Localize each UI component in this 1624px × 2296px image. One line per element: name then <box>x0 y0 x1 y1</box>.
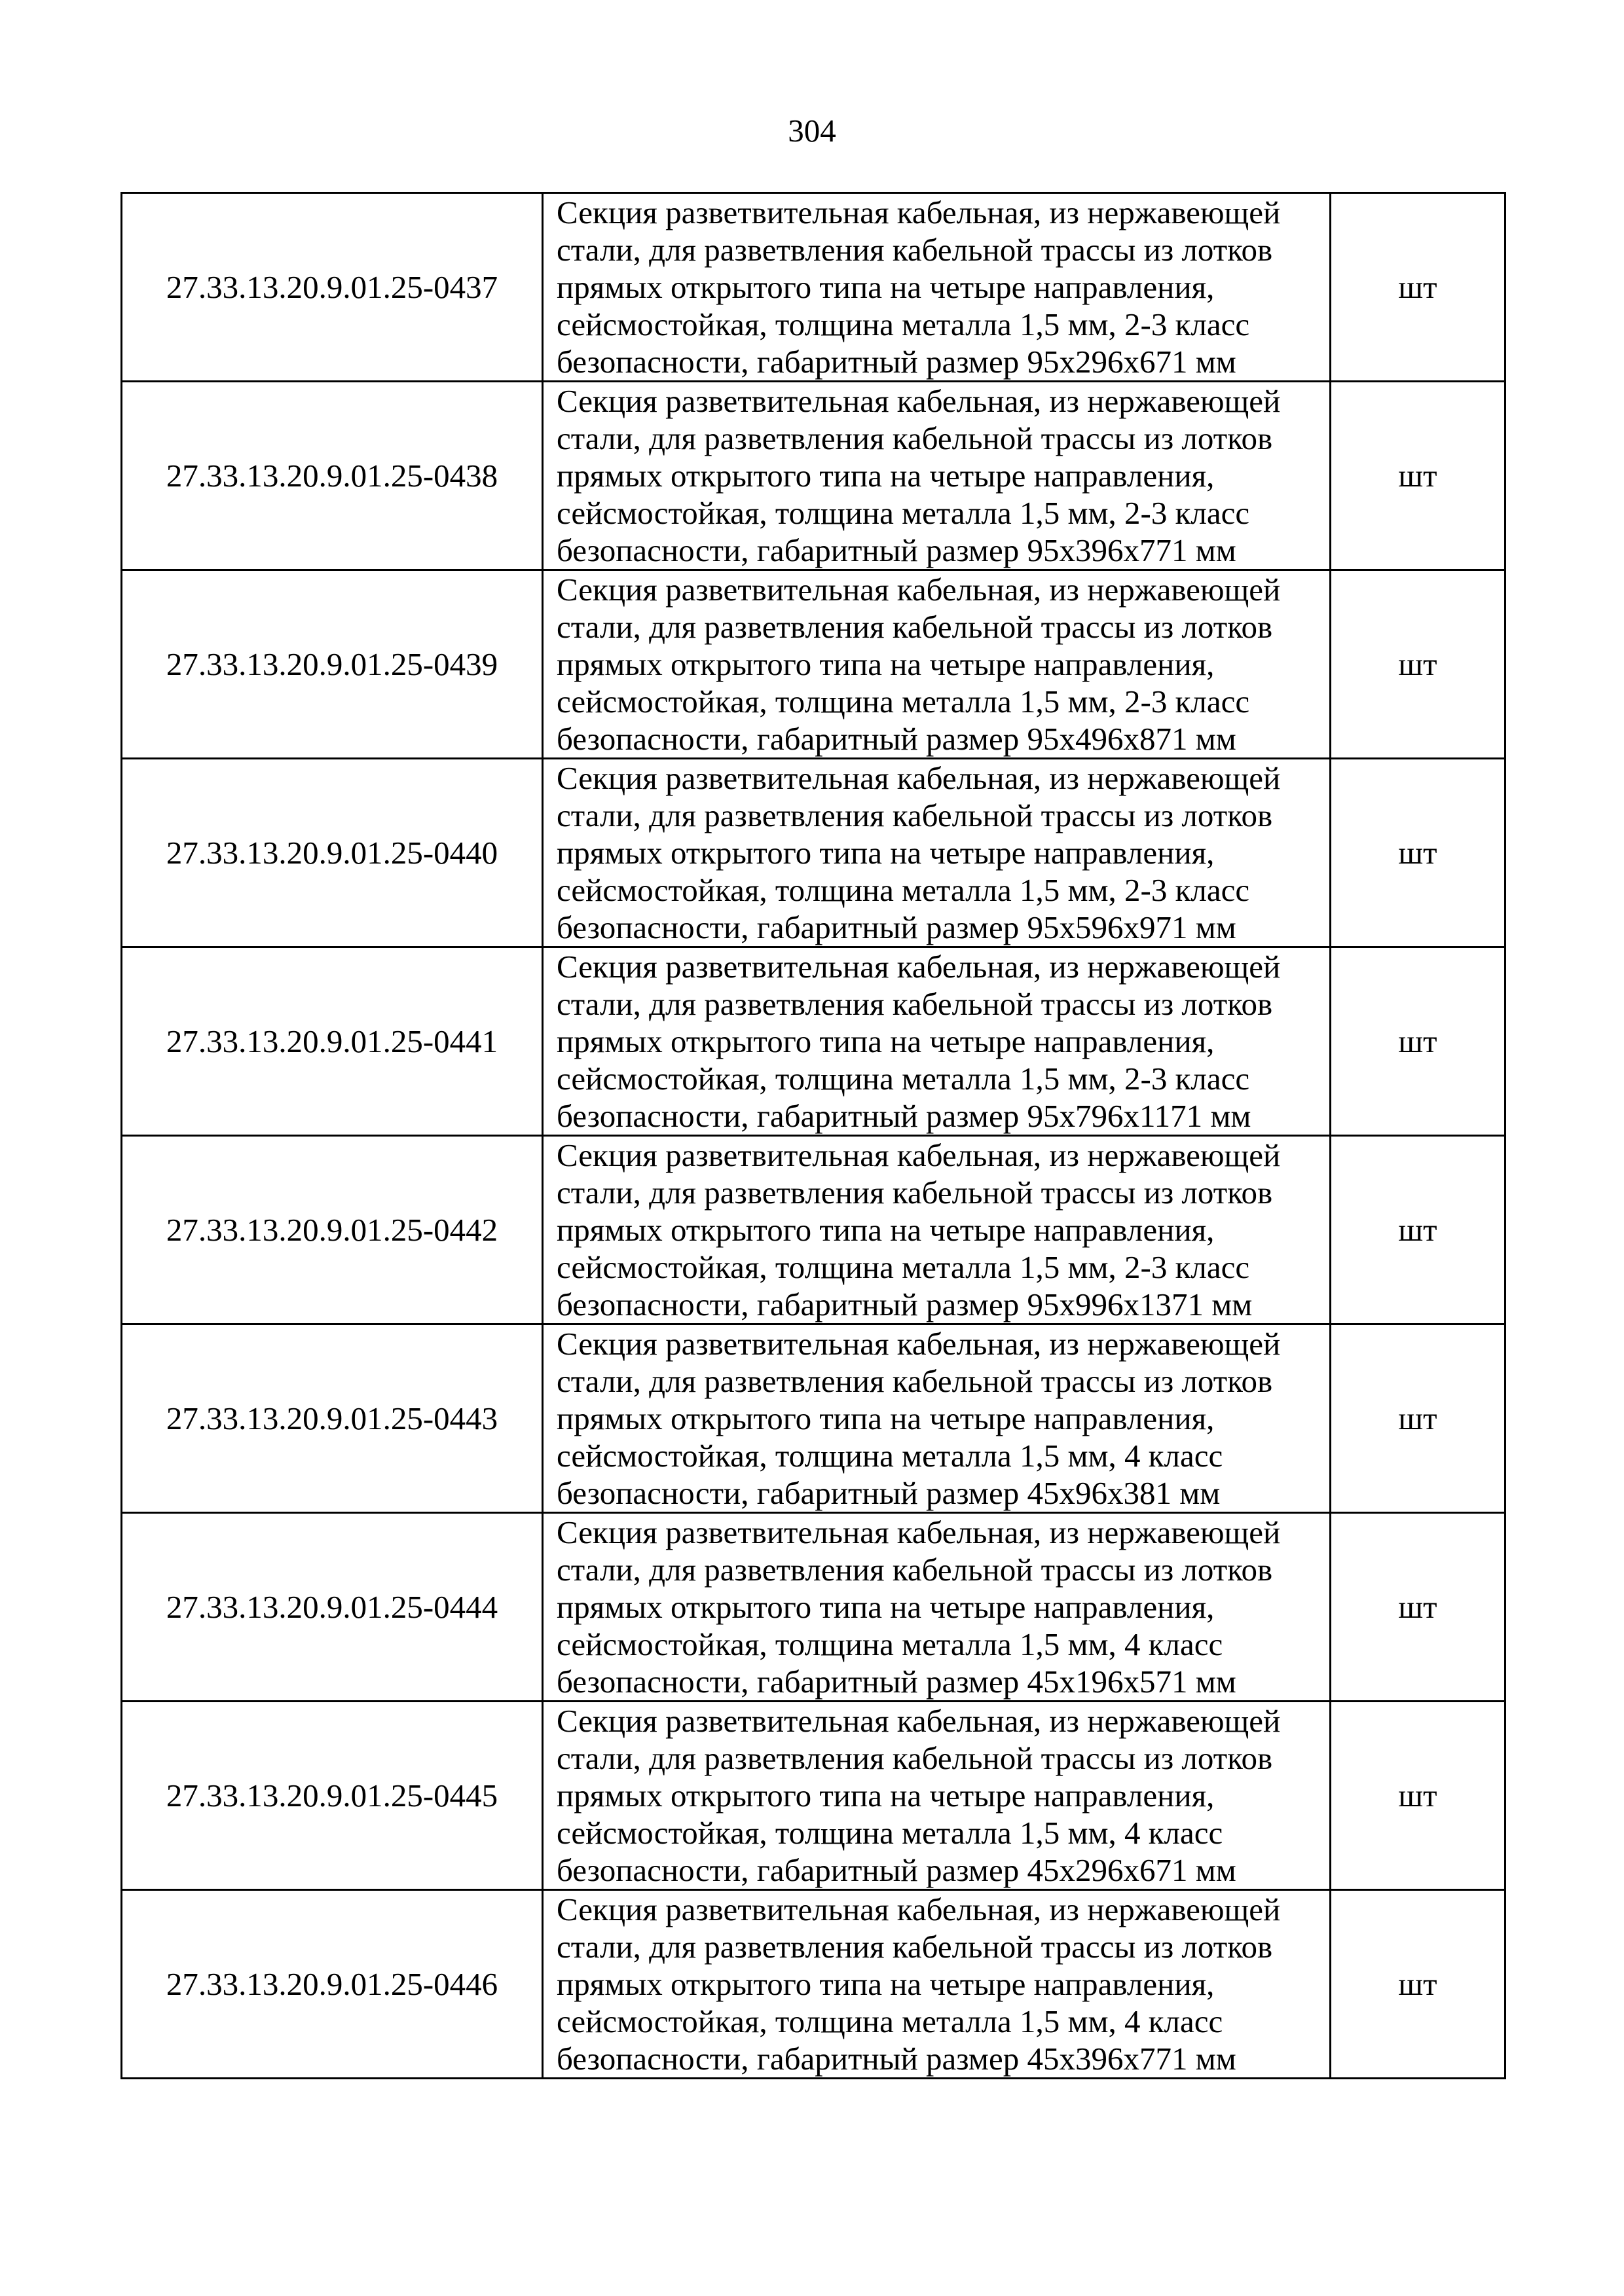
resource-code: 27.33.13.20.9.01.25-0443 <box>122 1324 543 1513</box>
resource-description: Секция разветвительная кабельная, из нержавеющей стали, для разветвления кабельной трассы из лотков прямых открытого типа на четыре направления, сейсмостойкая, толщина металла 1,5 мм, 4 класс безопасности, габаритный размер 45х296х671 мм <box>543 1702 1331 1890</box>
unit-of-measure: шт <box>1331 1702 1505 1890</box>
resource-description: Секция разветвительная кабельная, из нержавеющей стали, для разветвления кабельной трассы из лотков прямых открытого типа на четыре направления, сейсмостойкая, толщина металла 1,5 мм, 4 класс безопасности, габаритный размер 45х396х771 мм <box>543 1890 1331 2079</box>
table-row <box>122 1513 1505 1702</box>
resource-code: 27.33.13.20.9.01.25-0437 <box>122 193 543 382</box>
unit-of-measure: шт <box>1331 1136 1505 1324</box>
unit-of-measure: шт <box>1331 193 1505 382</box>
resource-code: 27.33.13.20.9.01.25-0442 <box>122 1136 543 1324</box>
resource-description: Секция разветвительная кабельная, из нержавеющей стали, для разветвления кабельной трассы из лотков прямых открытого типа на четыре направления, сейсмостойкая, толщина металла 1,5 мм, 2-3 класс безопасности, габаритный размер 95х396х771 мм <box>543 382 1331 570</box>
resource-code: 27.33.13.20.9.01.25-0445 <box>122 1702 543 1890</box>
resource-code: 27.33.13.20.9.01.25-0446 <box>122 1890 543 2079</box>
resource-description: Секция разветвительная кабельная, из нержавеющей стали, для разветвления кабельной трассы из лотков прямых открытого типа на четыре направления, сейсмостойкая, толщина металла 1,5 мм, 2-3 класс безопасности, габаритный размер 95х796х1171 мм <box>543 947 1331 1136</box>
resource-code: 27.33.13.20.9.01.25-0440 <box>122 759 543 947</box>
table-row <box>122 1136 1505 1324</box>
unit-of-measure: шт <box>1331 382 1505 570</box>
table-row <box>122 1890 1505 2079</box>
resource-code: 27.33.13.20.9.01.25-0438 <box>122 382 543 570</box>
resource-description: Секция разветвительная кабельная, из нержавеющей стали, для разветвления кабельной трассы из лотков прямых открытого типа на четыре направления, сейсмостойкая, толщина металла 1,5 мм, 4 класс безопасности, габаритный размер 45х96х381 мм <box>543 1324 1331 1513</box>
table-row <box>122 570 1505 759</box>
page-number: 304 <box>788 113 836 149</box>
resource-description: Секция разветвительная кабельная, из нержавеющей стали, для разветвления кабельной трассы из лотков прямых открытого типа на четыре направления, сейсмостойкая, толщина металла 1,5 мм, 2-3 класс безопасности, габаритный размер 95х296х671 мм <box>543 193 1331 382</box>
resource-code: 27.33.13.20.9.01.25-0444 <box>122 1513 543 1702</box>
resource-code: 27.33.13.20.9.01.25-0441 <box>122 947 543 1136</box>
table-row <box>122 947 1505 1136</box>
resource-description: Секция разветвительная кабельная, из нержавеющей стали, для разветвления кабельной трассы из лотков прямых открытого типа на четыре направления, сейсмостойкая, толщина металла 1,5 мм, 2-3 класс безопасности, габаритный размер 95х596х971 мм <box>543 759 1331 947</box>
table-row <box>122 193 1505 382</box>
table-row <box>122 1324 1505 1513</box>
table-row <box>122 382 1505 570</box>
resource-description: Секция разветвительная кабельная, из нержавеющей стали, для разветвления кабельной трассы из лотков прямых открытого типа на четыре направления, сейсмостойкая, толщина металла 1,5 мм, 2-3 класс безопасности, габаритный размер 95х996х1371 мм <box>543 1136 1331 1324</box>
table-row <box>122 1702 1505 1890</box>
resource-description: Секция разветвительная кабельная, из нержавеющей стали, для разветвления кабельной трассы из лотков прямых открытого типа на четыре направления, сейсмостойкая, толщина металла 1,5 мм, 2-3 класс безопасности, габаритный размер 95х496х871 мм <box>543 570 1331 759</box>
resource-description: Секция разветвительная кабельная, из нержавеющей стали, для разветвления кабельной трассы из лотков прямых открытого типа на четыре направления, сейсмостойкая, толщина металла 1,5 мм, 4 класс безопасности, габаритный размер 45х196х571 мм <box>543 1513 1331 1702</box>
unit-of-measure: шт <box>1331 759 1505 947</box>
unit-of-measure: шт <box>1331 1324 1505 1513</box>
resource-table <box>120 192 1506 2079</box>
unit-of-measure: шт <box>1331 947 1505 1136</box>
unit-of-measure: шт <box>1331 1890 1505 2079</box>
table-row <box>122 759 1505 947</box>
resource-code: 27.33.13.20.9.01.25-0439 <box>122 570 543 759</box>
unit-of-measure: шт <box>1331 1513 1505 1702</box>
unit-of-measure: шт <box>1331 570 1505 759</box>
